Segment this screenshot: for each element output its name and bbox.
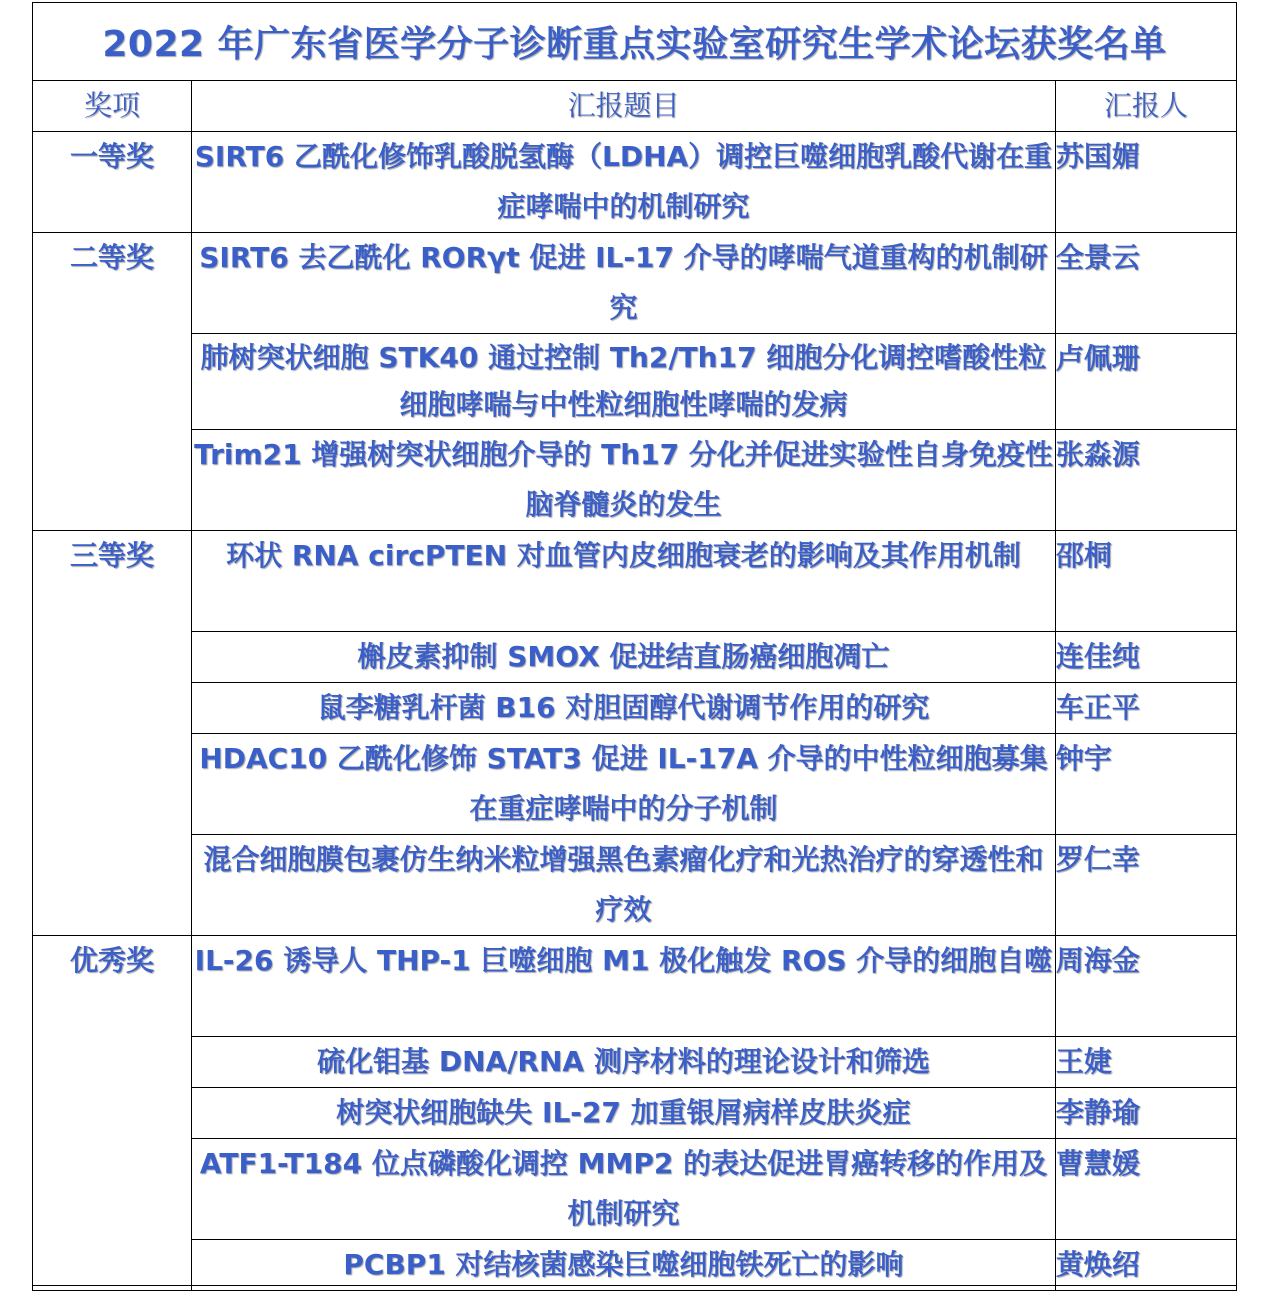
report-topic-cell: 槲皮素抑制 SMOX 促进结直肠癌细胞凋亡 — [192, 632, 1056, 683]
award-level-cell: 二等奖 — [33, 233, 192, 531]
reporter-cell: 苏国媚 — [1055, 132, 1236, 233]
table-row — [33, 936, 1237, 1037]
reporter-cell: 连佳纯 — [1055, 632, 1236, 683]
report-topic-cell: 树突状细胞缺失 IL-27 加重银屑病样皮肤炎症 — [192, 1088, 1056, 1139]
award-level-cell: 优秀奖 — [33, 936, 192, 1291]
report-topic-cell: 环状 RNA circPTEN 对血管内皮细胞衰老的影响及其作用机制 — [192, 531, 1056, 632]
award-table — [32, 80, 1237, 1291]
report-topic-cell: 肺树突状细胞 STK40 通过控制 Th2/Th17 细胞分化调控嗜酸性粒细胞哮喘与中性粒细胞性哮喘的发病 — [192, 334, 1056, 430]
document-title: 2022 年广东省医学分子诊断重点实验室研究生学术论坛获奖名单 — [102, 24, 1167, 65]
reporter-cell: 全景云 — [1055, 233, 1236, 334]
header-topic: 汇报题目 — [192, 81, 1056, 132]
reporter-cell: 李静瑜 — [1055, 1088, 1236, 1139]
table-row — [33, 132, 1237, 233]
reporter-cell: 张淼源 — [1055, 430, 1236, 531]
reporter-cell: 卢佩珊 — [1055, 334, 1236, 430]
table-row — [33, 1088, 1237, 1139]
header-award: 奖项 — [33, 81, 192, 132]
table-row — [33, 233, 1237, 334]
table-header-row — [33, 81, 1237, 132]
table-row — [33, 334, 1237, 430]
report-topic-cell: PCBP1 对结核菌感染巨噬细胞铁死亡的影响 — [192, 1240, 1056, 1291]
report-topic-cell: 鼠李糖乳杆菌 B16 对胆固醇代谢调节作用的研究 — [192, 683, 1056, 734]
report-topic-cell: HDAC10 乙酰化修饰 STAT3 促进 IL-17A 介导的中性粒细胞募集在重症哮喘中的分子机制 — [192, 734, 1056, 835]
report-topic-cell: 硫化钼基 DNA/RNA 测序材料的理论设计和筛选 — [192, 1037, 1056, 1088]
reporter-cell: 罗仁幸 — [1055, 835, 1236, 936]
report-topic-cell: ATF1-T184 位点磷酸化调控 MMP2 的表达促进胃癌转移的作用及机制研究 — [192, 1139, 1056, 1240]
report-topic-cell: Trim21 增强树突状细胞介导的 Th17 分化并促进实验性自身免疫性脑脊髓炎的发生 — [192, 430, 1056, 531]
report-topic-cell: SIRT6 去乙酰化 RORγt 促进 IL-17 介导的哮喘气道重构的机制研究 — [192, 233, 1056, 334]
reporter-cell: 黄焕绍 — [1055, 1240, 1236, 1291]
table-row — [33, 835, 1237, 936]
reporter-cell: 邵桐 — [1055, 531, 1236, 632]
header-reporter: 汇报人 — [1055, 81, 1236, 132]
report-topic-cell: SIRT6 乙酰化修饰乳酸脱氢酶（LDHA）调控巨噬细胞乳酸代谢在重症哮喘中的机制研究 — [192, 132, 1056, 233]
award-level-cell: 一等奖 — [33, 132, 192, 233]
reporter-cell: 王婕 — [1055, 1037, 1236, 1088]
award-list-document — [32, 2, 1237, 1286]
reporter-cell: 周海金 — [1055, 936, 1236, 1037]
report-topic-cell: IL-26 诱导人 THP-1 巨噬细胞 M1 极化触发 ROS 介导的细胞自噬 — [192, 936, 1056, 1037]
table-row — [33, 430, 1237, 531]
reporter-cell: 钟宇 — [1055, 734, 1236, 835]
reporter-cell: 曹慧媛 — [1055, 1139, 1236, 1240]
table-row — [33, 734, 1237, 835]
award-level-cell: 三等奖 — [33, 531, 192, 936]
report-topic-cell: 混合细胞膜包裹仿生纳米粒增强黑色素瘤化疗和光热治疗的穿透性和疗效 — [192, 835, 1056, 936]
table-row — [33, 1240, 1237, 1291]
table-row — [33, 1139, 1237, 1240]
reporter-cell: 车正平 — [1055, 683, 1236, 734]
table-row — [33, 632, 1237, 683]
table-row — [33, 531, 1237, 632]
table-row — [33, 1037, 1237, 1088]
table-row — [33, 683, 1237, 734]
